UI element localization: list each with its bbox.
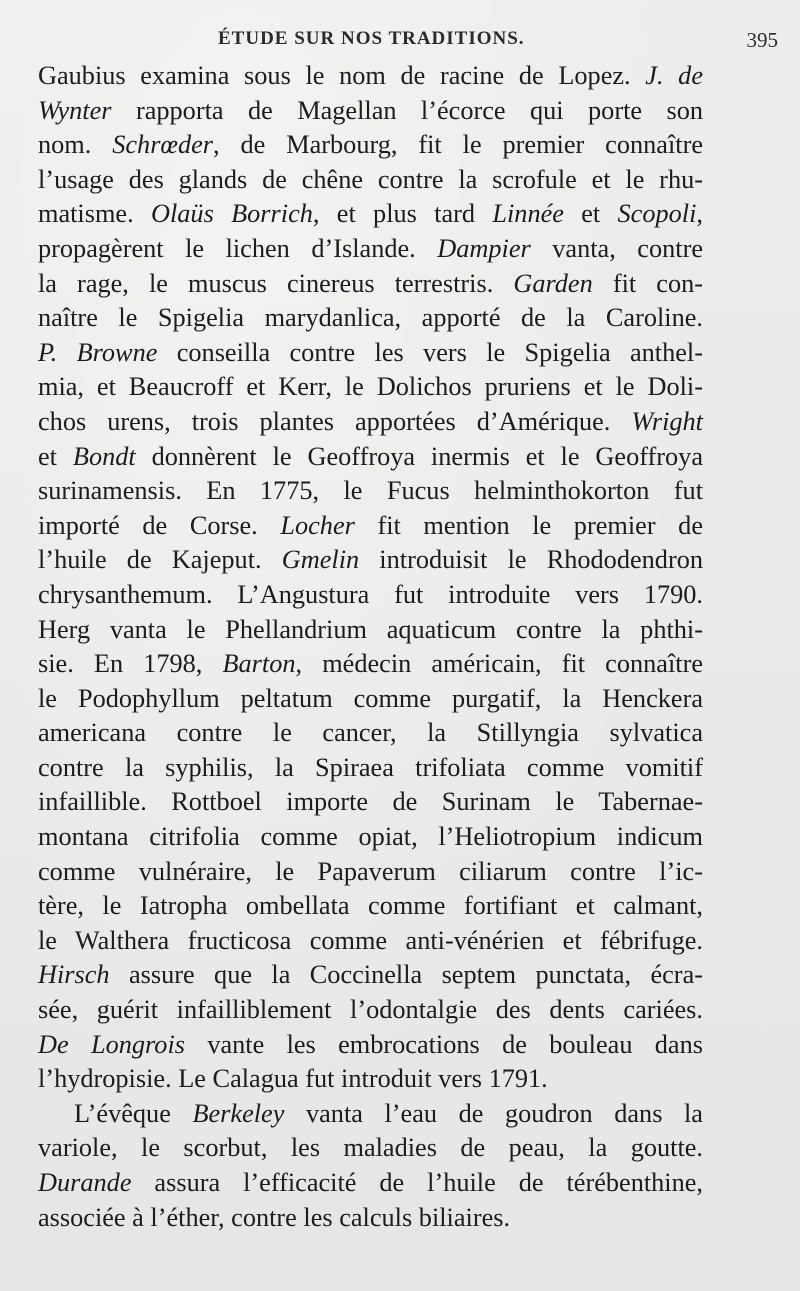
- italic-name: Schrœder: [112, 130, 214, 160]
- italic-name: Linnée: [492, 199, 564, 229]
- text-run: ,: [696, 199, 703, 229]
- text-run: fit mention le premier de: [354, 510, 703, 540]
- italic-name: Locher: [280, 510, 355, 540]
- text-line: [38, 197, 703, 232]
- text-run: variole, le scorbut, les maladies de peau, la goutte.: [38, 1133, 703, 1163]
- text-line: [38, 543, 703, 578]
- italic-name: Wynter: [38, 95, 112, 125]
- italic-name: J. de: [645, 61, 704, 90]
- text-run: L’évêque: [74, 1098, 193, 1128]
- text-line: [38, 613, 703, 648]
- text-run: surinamensis. En 1775, le Fucus helminthokorton fut: [38, 476, 703, 506]
- italic-name: Bondt: [72, 441, 136, 471]
- text-run: Herg vanta le Phellandrium aquaticum contre la phthi-: [38, 614, 703, 644]
- text-run: l’huile de Kajeput.: [38, 545, 282, 575]
- text-line: [38, 59, 703, 94]
- text-line: [38, 958, 703, 993]
- text-run: infaillible. Rottboel importe de Surinam le Tabernae-: [38, 787, 703, 817]
- italic-name: Scopoli: [617, 199, 697, 229]
- text-line: [38, 716, 703, 751]
- text-line: [38, 1201, 703, 1236]
- text-run: rapporta de Magellan l’écorce qui porte son: [111, 95, 703, 125]
- text-run: , de Marbourg, fit le premier connaître: [213, 130, 704, 160]
- text-line: [38, 682, 703, 717]
- text-line: [38, 1097, 703, 1132]
- text-run: nom.: [38, 130, 113, 160]
- text-line: [38, 301, 703, 336]
- text-line: [38, 336, 703, 371]
- text-line: [38, 751, 703, 786]
- text-line: [38, 855, 703, 890]
- text-line: [38, 232, 703, 267]
- italic-name: Barton: [222, 649, 296, 679]
- text-line: [38, 924, 703, 959]
- text-run: l’usage des glands de chêne contre la scrofule et le rhu-: [38, 164, 703, 194]
- italic-name: Wright: [631, 406, 703, 436]
- text-line: [38, 1062, 703, 1097]
- text-run: comme vulnéraire, le Papaverum ciliarum contre l’ic-: [38, 856, 703, 886]
- text-run: le Walthera fructicosa comme anti-vénérien et fébrifuge.: [38, 925, 703, 955]
- italic-name: De Longrois: [38, 1029, 185, 1059]
- running-title: ÉTUDE SUR NOS TRADITIONS.: [218, 28, 525, 49]
- text-run: le Podophyllum peltatum comme purgatif, la Henckera: [38, 683, 703, 713]
- text-run: vanta l’eau de goudron dans la: [284, 1098, 703, 1128]
- italic-name: Gmelin: [281, 545, 360, 575]
- text-line: [38, 889, 703, 924]
- text-run: l’hydropisie. Le Calagua fut introduit vers 1791.: [38, 1064, 548, 1094]
- text-line: [38, 163, 703, 198]
- body-text: [38, 59, 703, 1235]
- text-run: sée, guérit infailliblement l’odontalgie des dents cariées.: [38, 995, 703, 1025]
- text-run: chrysanthemum. L’Angustura fut introduite vers 1790.: [38, 579, 703, 609]
- text-run: donnèrent le Geoffroya inermis et le Geoffroya: [135, 441, 703, 471]
- text-run: importé de Corse.: [38, 510, 281, 540]
- text-run: et: [38, 441, 73, 471]
- text-line: [38, 267, 703, 302]
- italic-name: Garden: [513, 268, 593, 298]
- text-run: , médecin américain, fit connaître: [295, 649, 703, 679]
- text-run: et: [563, 199, 618, 229]
- text-run: contre la syphilis, la Spiraea trifoliata comme vomitif: [38, 752, 703, 782]
- page-number: 395: [746, 28, 778, 52]
- italic-name: Berkeley: [192, 1098, 285, 1128]
- text-run: naître le Spigelia marydanlica, apporté de la Caroline.: [38, 303, 703, 333]
- text-line: [38, 785, 703, 820]
- text-run: assura l’efficacité de l’huile de térébenthine,: [131, 1168, 703, 1197]
- text-run: mia, et Beaucroff et Kerr, le Dolichos pruriens et le Doli-: [38, 372, 703, 402]
- text-line: [38, 474, 703, 509]
- text-run: montana citrifolia comme opiat, l’Heliotropium indicum: [38, 822, 703, 852]
- italic-name: Durande: [38, 1168, 132, 1197]
- text-run: Gaubius examina sous le nom de racine de Lopez.: [38, 61, 646, 90]
- text-run: associée à l’éther, contre les calculs biliaires.: [38, 1202, 511, 1232]
- text-line: [38, 94, 703, 129]
- text-run: introduisit le Rhododendron: [359, 545, 703, 575]
- text-line: [38, 578, 703, 613]
- page-header: [0, 28, 800, 58]
- text-line: [38, 1028, 703, 1063]
- text-line: [38, 820, 703, 855]
- italic-name: Hirsch: [38, 960, 110, 990]
- text-line: [38, 1131, 703, 1166]
- text-line: [38, 440, 703, 475]
- text-run: conseilla contre les vers le Spigelia anthel-: [157, 337, 703, 367]
- text-run: vante les embrocations de bouleau dans: [185, 1029, 703, 1059]
- text-line: [38, 993, 703, 1028]
- text-line: [38, 509, 703, 544]
- text-line: [38, 405, 703, 440]
- text-run: la rage, le muscus cinereus terrestris.: [38, 268, 514, 298]
- text-run: assure que la Coccinella septem punctata, écra-: [109, 960, 703, 990]
- text-run: sie. En 1798,: [38, 649, 223, 679]
- text-line: [38, 128, 703, 163]
- text-run: tère, le Iatropha ombellata comme fortifiant et calmant,: [38, 891, 703, 921]
- text-run: vanta, contre: [530, 233, 704, 263]
- text-line: [38, 370, 703, 405]
- text-run: americana contre le cancer, la Stillyngia sylvatica: [38, 718, 703, 748]
- text-run: propagèrent le lichen d’Islande.: [38, 233, 438, 263]
- text-line: [38, 1166, 703, 1201]
- italic-name: Olaüs Borrich: [150, 199, 313, 229]
- italic-name: Dampier: [437, 233, 531, 263]
- text-run: chos urens, trois plantes apportées d’Amérique.: [38, 406, 632, 436]
- text-run: , et plus tard: [312, 199, 493, 229]
- text-run: fit con-: [592, 268, 703, 298]
- italic-name: P. Browne: [38, 337, 158, 367]
- text-line: [38, 647, 703, 682]
- text-run: matisme.: [38, 199, 151, 229]
